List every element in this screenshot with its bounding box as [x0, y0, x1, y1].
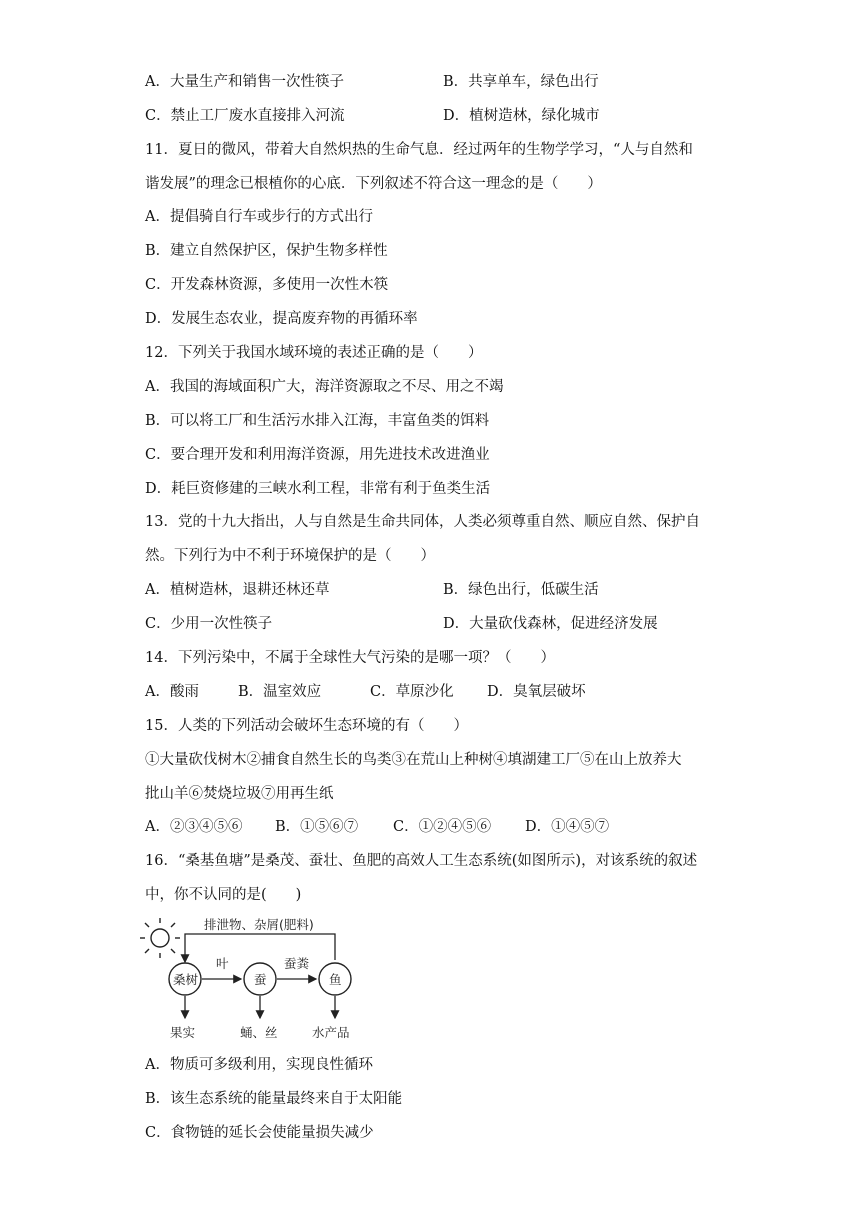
q14-option-d: D．臭氧层破坏 — [487, 684, 586, 700]
q13-option-b: B．绿色出行，低碳生活 — [443, 582, 599, 598]
q12-option-b: B．可以将工厂和生活污水排入江海，丰富鱼类的饵料 — [145, 413, 490, 429]
q10-option-d: D．植树造林，绿化城市 — [443, 108, 600, 124]
q15-option-d: D．①④⑤⑦ — [525, 819, 610, 835]
q15-option-c: C．①②④⑤⑥ — [393, 819, 492, 835]
q11-option-c: C．开发森林资源，多使用一次性木筷 — [145, 277, 389, 293]
q12-option-d: D．耗巨资修建的三峡水利工程，非常有利于鱼类生活 — [145, 481, 491, 497]
silk-label: 蛹、丝 — [240, 1025, 278, 1040]
dung-label: 蚕粪 — [284, 956, 310, 971]
q16-option-b: B．该生态系统的能量最终来自于太阳能 — [145, 1091, 403, 1107]
q13-option-a: A．植树造林，退耕还林还草 — [145, 582, 330, 598]
q13-stem-line2: 然。下列行为中不利于环境保护的是（ ） — [145, 548, 435, 564]
q11-option-a: A．提倡骑自行车或步行的方式出行 — [145, 209, 373, 225]
q14-option-a: A．酸雨 — [145, 684, 199, 700]
sun-icon — [140, 918, 180, 958]
q11-option-d: D．发展生态农业，提高废弃物的再循环率 — [145, 311, 418, 327]
feedback-arrow — [185, 934, 335, 962]
q15-items-line1: ①大量砍伐树木②捕食自然生长的鸟类③在荒山上种树④填湖建工厂⑤在山上放养大 — [145, 752, 682, 768]
q14-option-b: B．温室效应 — [238, 684, 322, 700]
q14-option-c: C．草原沙化 — [370, 684, 454, 700]
q11-stem-line2: 谐发展”的理念已根植你的心底．下列叙述不符合这一理念的是（ ） — [145, 176, 602, 192]
q10-option-b: B．共享单车，绿色出行 — [443, 74, 599, 90]
q15-option-b: B．①⑤⑥⑦ — [275, 819, 359, 835]
q12-stem: 12．下列关于我国水域环境的表述正确的是（ ） — [145, 345, 483, 361]
q12-option-c: C．要合理开发和利用海洋资源，用先进技术改进渔业 — [145, 447, 490, 463]
q13-option-c: C．少用一次性筷子 — [145, 616, 273, 632]
mulberry-fish-pond-diagram — [140, 910, 380, 1045]
silkworm-label: 蚕 — [254, 972, 267, 987]
q16-stem-line2: 中，你不认同的是( ) — [145, 887, 302, 903]
aquatic-label: 水产品 — [312, 1025, 350, 1040]
q13-stem-line1: 13．党的十九大指出，人与自然是生命共同体，人类必须尊重自然、顺应自然、保护自 — [145, 514, 700, 530]
q16-option-a: A．物质可多级利用，实现良性循环 — [145, 1057, 373, 1073]
q15-option-a: A．②③④⑤⑥ — [145, 819, 243, 835]
mulberry-label: 桑树 — [173, 972, 199, 987]
q15-items-line2: 批山羊⑥焚烧垃圾⑦用再生纸 — [145, 786, 334, 802]
q11-stem-line1: 11．夏日的微风，带着大自然炽热的生命气息．经过两年的生物学学习，“人与自然和 — [145, 142, 693, 158]
q11-option-b: B．建立自然保护区，保护生物多样性 — [145, 243, 388, 259]
fish-label: 鱼 — [329, 972, 342, 987]
q15-stem: 15．人类的下列活动会破坏生态环境的有（ ） — [145, 718, 468, 734]
leaf-label: 叶 — [216, 956, 229, 971]
q13-option-d: D．大量砍伐森林，促进经济发展 — [443, 616, 658, 632]
fruit-label: 果实 — [170, 1025, 196, 1040]
q10-option-a: A．大量生产和销售一次性筷子 — [145, 74, 344, 90]
feedback-label: 排泄物、杂屑(肥料) — [204, 917, 314, 932]
q16-option-c: C．食物链的延长会使能量损失减少 — [145, 1125, 374, 1141]
q10-option-c: C．禁止工厂废水直接排入河流 — [145, 108, 345, 124]
q14-stem: 14．下列污染中，不属于全球性大气污染的是哪一项？（ ） — [145, 650, 555, 666]
q12-option-a: A．我国的海域面积广大，海洋资源取之不尽、用之不竭 — [145, 379, 504, 395]
q16-stem-line1: 16．“桑基鱼塘”是桑茂、蚕壮、鱼肥的高效人工生态系统(如图所示)，对该系统的叙述 — [145, 853, 698, 869]
